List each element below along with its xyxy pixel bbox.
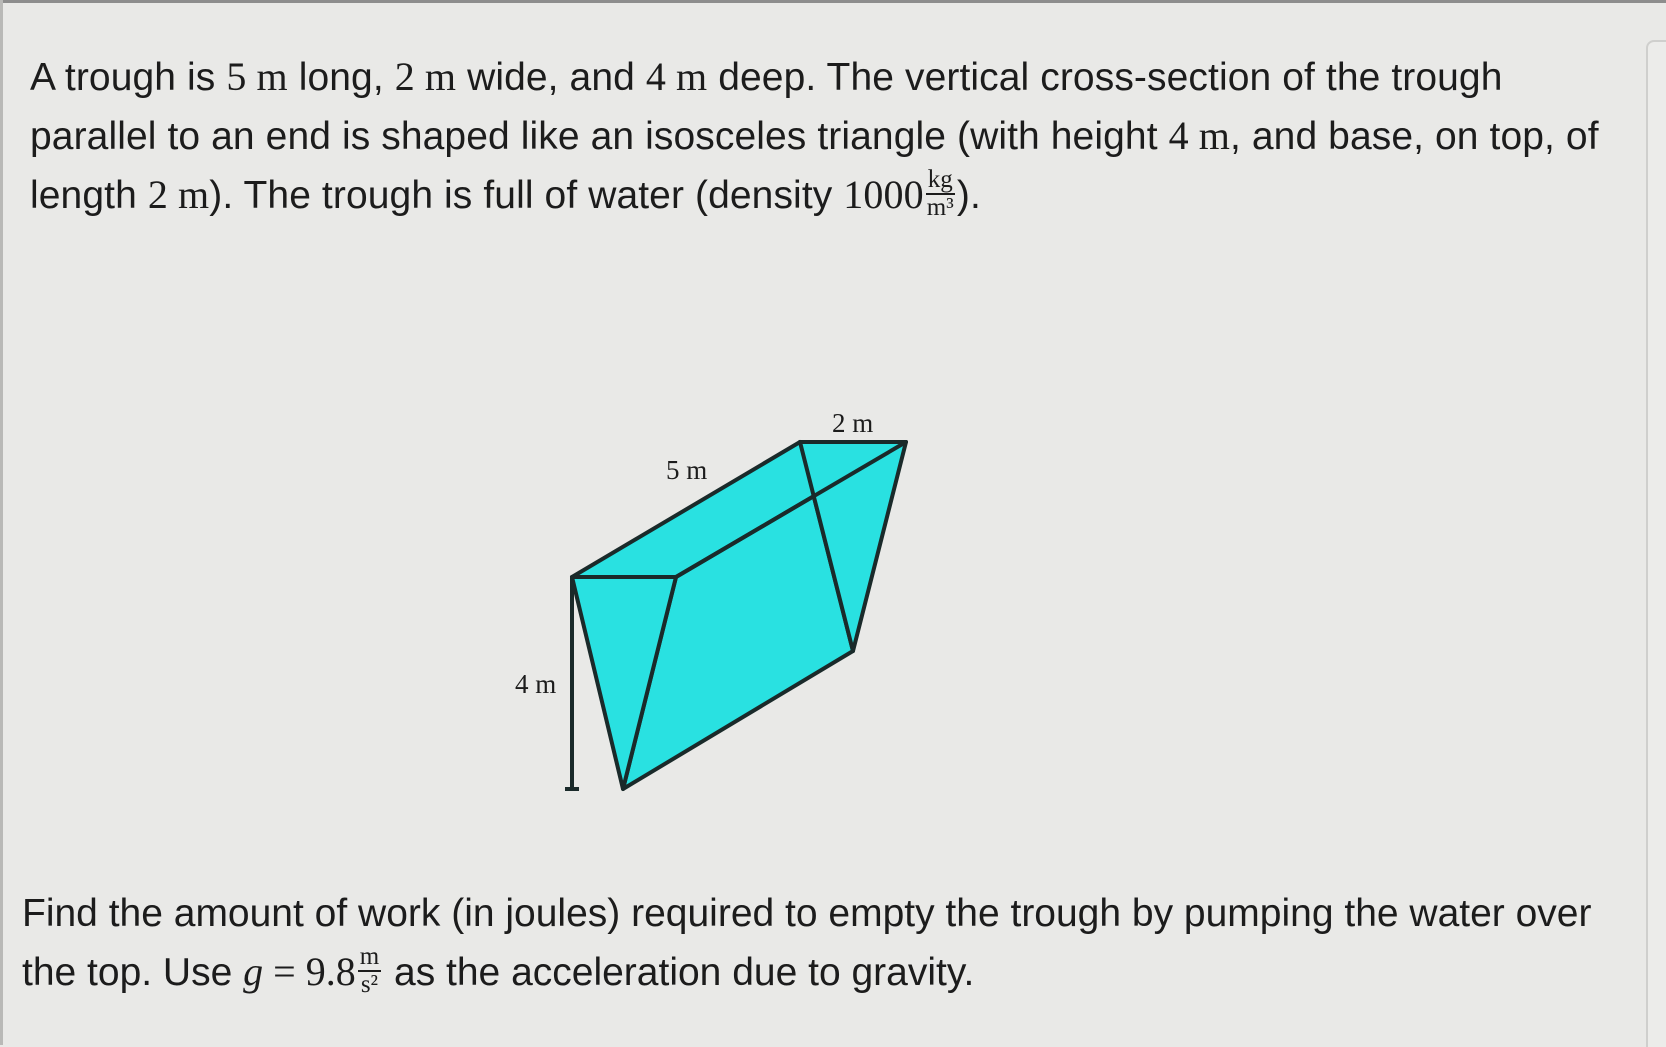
math-g (243, 949, 356, 994)
fraction-denominator: m³ (926, 193, 954, 221)
math-height: 4 m (1168, 113, 1230, 158)
length-label: 5 m (666, 455, 708, 485)
math-length: 5 m (226, 54, 288, 99)
fraction-numerator: m (359, 942, 380, 970)
width-label: 2 m (832, 408, 874, 438)
problem-text-7: ). (956, 174, 981, 217)
math-base: 2 m (147, 172, 210, 217)
g-symbol: g (243, 949, 264, 994)
problem-text-2: long, (298, 56, 384, 99)
problem-text-3: wide, and (467, 56, 635, 99)
fraction-denominator: s² (360, 970, 379, 998)
problem-text-4: deep. The vertical cross-section of the trough parallel to an end is shaped like an isosceles triangle (with height (30, 56, 1503, 158)
question-text-1: Find the amount of work (in joules) required to empty the trough by pumping the water over the top. Use (22, 892, 1592, 994)
equals-sign: = (273, 949, 296, 994)
fraction-numerator: kg (927, 165, 953, 193)
math-depth: 4 m (645, 54, 708, 99)
gravity-unit-fraction (358, 942, 381, 998)
question-statement (22, 885, 1632, 1002)
problem-text-5: , and base, on top, of length (30, 115, 1599, 217)
question-text-2: as the acceleration due to gravity. (394, 951, 975, 994)
depth-label: 4 m (515, 669, 557, 699)
trough-solid (565, 442, 906, 789)
math-width: 2 m (394, 54, 457, 99)
problem-text-1: A trough is (30, 56, 216, 99)
g-value: 9.8 (305, 949, 356, 994)
math-density: 1000 (843, 172, 924, 217)
problem-text-6: ). The trough is full of water (density (209, 174, 833, 217)
